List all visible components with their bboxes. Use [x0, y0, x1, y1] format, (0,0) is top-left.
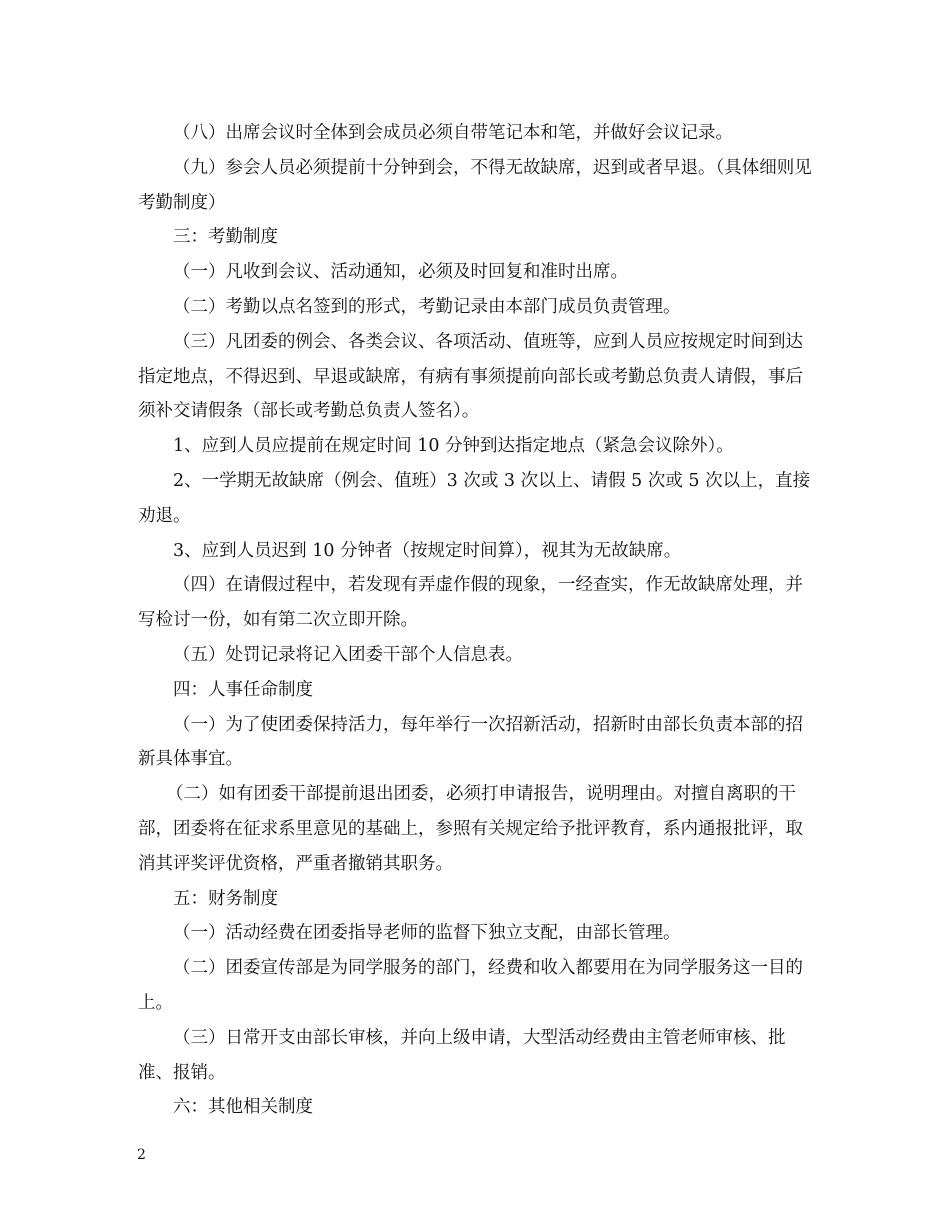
paragraph-finance-purpose: （二）团委宣传部是为同学服务的部门，经费和收入都要用在为同学服务这一目的上。	[138, 958, 803, 1013]
paragraph-attendance-signin: （二）考勤以点名签到的形式，考勤记录由本部门成员负责管理。	[173, 296, 681, 317]
section-heading-personnel: 四：人事任命制度	[173, 679, 313, 700]
paragraph-attendance-rules: （三）凡团委的例会、各类会议、各项活动、值班等，应到人员应按规定时间到达指定地点，不得迟到、早退或缺席，有病有事须提前向部长或考勤总负责人请假，事后须补交请假条（部长或考勤总负责人签名）。	[138, 331, 803, 422]
paragraph-personnel-recruitment: （一）为了使团委保持活力，每年举行一次招新活动，招新时由部长负责本部的招新具体事宜。	[138, 714, 803, 770]
page-number: 2	[137, 1147, 146, 1163]
section-heading-other: 六：其他相关制度	[173, 1097, 313, 1118]
paragraph-finance-approval: （三）日常开支由部长审核，并向上级申请，大型活动经费由主管老师审核、批准、报销。	[138, 1027, 786, 1083]
paragraph-finance-funds: （一）活动经费在团委指导老师的监督下独立支配，由部长管理。	[173, 923, 681, 944]
section-heading-finance: 五：财务制度	[173, 888, 278, 909]
paragraph-personnel-resignation: （二）如有团委干部提前退出团委，必须打申请报告，说明理由。对擅自离职的干部，团委将在征求系里意见的基础上，参照有关规定给予批评教育，系内通报批评，取消其评奖评优资格，严重者撤销其职务。	[138, 784, 803, 874]
paragraph-attendance-item-3: 3、应到人员迟到 10 分钟者（按规定时间算），视其为无故缺席。	[173, 540, 682, 561]
paragraph-attendance-item-2: 2、一学期无故缺席（例会、值班）3 次或 3 次以上、请假 5 次或 5 次以上，直接劝退。	[138, 470, 811, 526]
paragraph-attendance-reply: （一）凡收到会议、活动通知，必须及时回复和准时出席。	[173, 262, 628, 283]
paragraph-meeting-punctuality: （九）参会人员必须提前十分钟到会，不得无故缺席，迟到或者早退。（具体细则见考勤制度）	[138, 157, 812, 213]
paragraph-attendance-item-1: 1、应到人员应提前在规定时间 10 分钟到达指定地点（紧急会议除外）。	[173, 436, 734, 457]
paragraph-attendance-fraud: （四）在请假过程中，若发现有弄虚作假的现象，一经查实，作无故缺席处理，并写检讨一份，如有第二次立即开除。	[138, 575, 803, 631]
section-heading-attendance: 三：考勤制度	[173, 227, 278, 248]
document-body	[138, 116, 814, 1125]
paragraph-attendance-records: （五）处罚记录将记入团委干部个人信息表。	[173, 644, 523, 665]
paragraph-meeting-notes: （八）出席会议时全体到会成员必须自带笔记本和笔，并做好会议记录。	[173, 123, 733, 143]
